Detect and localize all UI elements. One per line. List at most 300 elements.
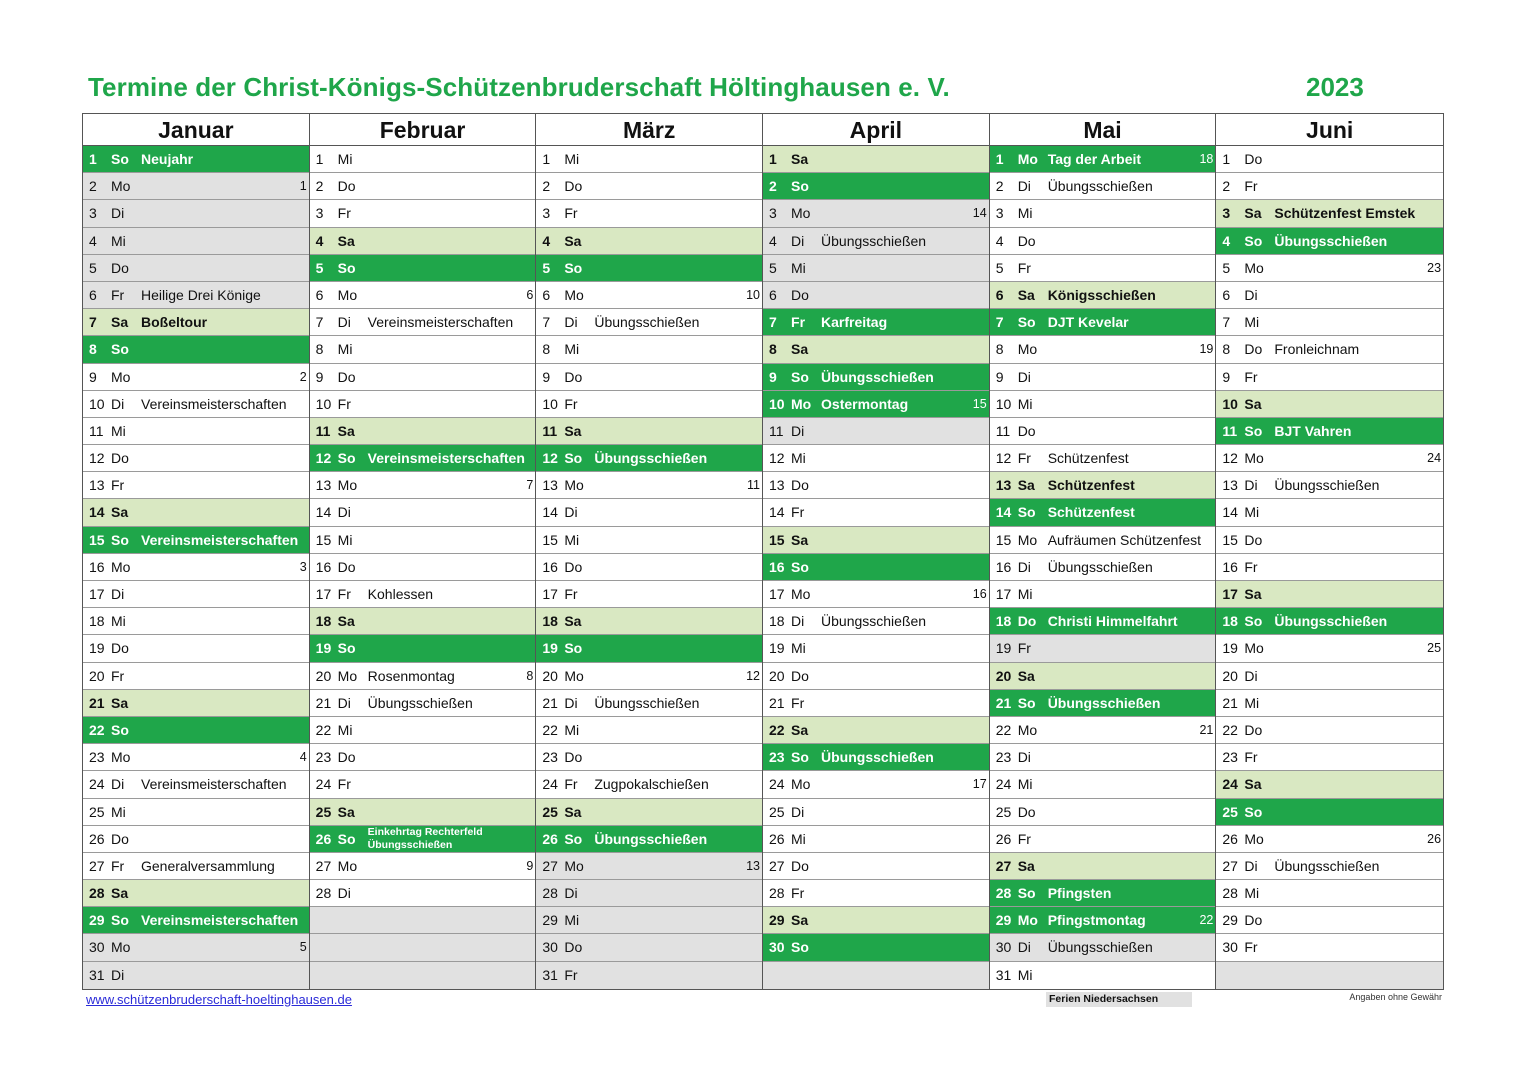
weekday: Do [1244, 531, 1263, 548]
day-row [763, 744, 989, 771]
day-row [536, 962, 762, 989]
weekday: Do [791, 667, 809, 684]
event-label: Übungsschießen [594, 694, 700, 711]
event-label: Pfingstmontag [1047, 912, 1146, 929]
day-number: 10 [1222, 395, 1238, 412]
weekday: Mo [791, 395, 812, 412]
day-row [310, 200, 536, 227]
weekday: Mi [337, 151, 353, 167]
weekday: Mo [791, 776, 811, 793]
week-number: 14 [972, 206, 987, 221]
event-label: Übungsschießen [1047, 694, 1161, 711]
day-number: 8 [89, 341, 97, 358]
day-row [83, 527, 309, 554]
weekday: Mi [791, 450, 806, 467]
weekday: Fr [564, 776, 578, 793]
day-number: 22 [542, 721, 558, 738]
day-row [310, 690, 536, 717]
day-number: 1 [542, 151, 551, 167]
weekday: Sa [111, 504, 129, 521]
day-row [83, 146, 309, 173]
day-number: 6 [89, 286, 97, 303]
day-number: 18 [1222, 613, 1238, 630]
day-row [1216, 364, 1443, 391]
day-number: 20 [769, 667, 785, 684]
day-row [83, 499, 309, 526]
day-number: 30 [769, 939, 785, 956]
day-number: 30 [1222, 939, 1238, 956]
day-row [1216, 418, 1443, 445]
day-number: 22 [1222, 721, 1238, 738]
day-number: 6 [995, 286, 1004, 303]
empty-day-cell [310, 934, 536, 961]
weekday: Mi [337, 721, 353, 738]
day-row [763, 799, 989, 826]
day-number: 25 [1222, 803, 1238, 820]
weekday: Sa [564, 232, 582, 249]
day-row [536, 690, 762, 717]
day-row [1216, 391, 1443, 418]
weekday: Do [564, 368, 583, 385]
day-row [990, 364, 1216, 391]
weekday: Do [564, 178, 583, 195]
weekday: Mo [111, 749, 131, 766]
day-row [1216, 907, 1443, 934]
day-number: 2 [995, 178, 1004, 195]
weekday: Mo [111, 939, 131, 956]
day-row [990, 255, 1216, 282]
weekday: Do [791, 857, 809, 874]
day-number: 17 [89, 586, 105, 602]
weekday: Fr [1244, 939, 1258, 956]
day-row [763, 554, 989, 581]
weekday: Fr [1244, 558, 1258, 575]
weekday: So [337, 259, 356, 276]
weekday: Mi [1017, 395, 1033, 412]
day-number: 19 [315, 640, 332, 657]
weekday: Sa [1244, 205, 1262, 222]
day-row [1216, 771, 1443, 798]
day-row [1216, 826, 1443, 853]
day-row [990, 663, 1216, 690]
day-row [83, 962, 309, 989]
weekday: Fr [1244, 749, 1258, 766]
day-number: 15 [769, 531, 785, 548]
day-number: 3 [315, 205, 324, 222]
day-row [990, 309, 1216, 336]
day-row [990, 608, 1216, 635]
day-row [763, 663, 989, 690]
day-number: 14 [315, 504, 332, 521]
day-number: 9 [89, 368, 97, 385]
weekday: Mi [1244, 314, 1260, 331]
day-row [1216, 200, 1443, 227]
weekday: So [791, 939, 809, 956]
day-row [536, 200, 762, 227]
weekday: Sa [337, 422, 355, 439]
day-row [990, 554, 1216, 581]
day-number: 9 [1222, 368, 1231, 385]
week-number: 5 [299, 940, 307, 955]
day-number: 13 [315, 477, 332, 494]
day-row [536, 635, 762, 662]
week-number: 26 [1427, 831, 1442, 846]
day-row [310, 527, 536, 554]
day-number: 28 [315, 885, 332, 902]
day-row [83, 826, 309, 853]
day-number: 2 [315, 178, 324, 195]
day-row [990, 799, 1216, 826]
day-row [83, 907, 309, 934]
day-row [83, 880, 309, 907]
day-number: 15 [315, 531, 332, 548]
day-number: 25 [315, 803, 332, 820]
website-link[interactable]: www.schützenbruderschaft-hoeltinghausen.de [86, 992, 352, 1007]
day-number: 12 [769, 450, 785, 467]
day-row [310, 880, 536, 907]
day-number: 26 [769, 830, 785, 847]
day-row [83, 445, 309, 472]
day-number: 6 [542, 286, 551, 303]
month-header: Mai [990, 114, 1216, 146]
event-label: Übungsschießen [1047, 939, 1153, 956]
event-label: Übungsschießen [1047, 558, 1153, 575]
weekday: So [791, 368, 809, 385]
day-row [763, 717, 989, 744]
day-number: 12 [89, 450, 105, 467]
day-row [536, 744, 762, 771]
empty-day-cell [310, 907, 536, 934]
day-number: 11 [89, 422, 104, 439]
day-number: 5 [315, 259, 324, 276]
day-row [763, 445, 989, 472]
day-row [990, 173, 1216, 200]
day-number: 24 [89, 776, 105, 793]
day-row [83, 663, 309, 690]
day-number: 21 [1222, 694, 1238, 711]
weekday: Fr [337, 586, 351, 602]
weekday: Do [1244, 912, 1263, 929]
week-number: 6 [526, 287, 534, 302]
day-number: 20 [1222, 667, 1238, 684]
day-row [536, 391, 762, 418]
day-row [83, 771, 309, 798]
day-row [1216, 146, 1443, 173]
day-number: 11 [1222, 422, 1238, 439]
day-row [310, 799, 536, 826]
month-header: Februar [310, 114, 536, 146]
week-number: 4 [299, 750, 307, 765]
weekday: Di [791, 422, 805, 439]
day-number: 13 [542, 477, 558, 494]
event-label: Schützenfest Emstek [1274, 205, 1416, 222]
weekday: Do [791, 477, 809, 494]
day-number: 12 [1222, 450, 1238, 467]
day-number: 25 [542, 803, 558, 820]
day-row [990, 336, 1216, 363]
day-row [536, 853, 762, 880]
day-number: 26 [1222, 830, 1238, 847]
day-number: 18 [89, 613, 105, 630]
event-label: Übungsschießen [594, 450, 708, 467]
day-number: 3 [995, 205, 1004, 222]
day-row [763, 771, 989, 798]
month-column [1216, 114, 1443, 989]
day-number: 8 [315, 341, 324, 358]
day-row [536, 282, 762, 309]
day-number: 4 [315, 232, 324, 249]
weekday: Mi [111, 232, 126, 249]
weekday: So [1017, 885, 1036, 902]
event-label: DJT Kevelar [1047, 314, 1129, 331]
day-row [1216, 499, 1443, 526]
weekday: Di [791, 803, 805, 820]
day-number: 25 [995, 803, 1012, 820]
day-row [763, 934, 989, 961]
weekday: So [791, 558, 809, 575]
day-row [536, 799, 762, 826]
weekday: So [111, 912, 129, 929]
event-label: Pfingsten [1047, 885, 1112, 902]
day-row [763, 228, 989, 255]
day-row [536, 228, 762, 255]
month-column [83, 114, 310, 989]
day-row [310, 472, 536, 499]
day-row [990, 826, 1216, 853]
day-row [1216, 472, 1443, 499]
day-number: 7 [769, 314, 777, 331]
day-number: 14 [89, 504, 105, 521]
event-label: Vereinsmeisterschaften [367, 450, 525, 467]
day-row [990, 499, 1216, 526]
week-number: 12 [746, 668, 761, 683]
weekday: Mi [791, 640, 806, 657]
day-row [990, 472, 1216, 499]
day-number: 6 [769, 286, 777, 303]
weekday: Do [564, 749, 583, 766]
day-row [763, 472, 989, 499]
day-row [310, 853, 536, 880]
day-number: 30 [542, 939, 558, 956]
day-row [310, 717, 536, 744]
day-row [536, 445, 762, 472]
day-number: 20 [89, 667, 105, 684]
day-number: 26 [315, 830, 332, 847]
day-row [1216, 880, 1443, 907]
event-label: Vereinsmeisterschaften [141, 395, 287, 412]
weekday: Fr [337, 395, 351, 412]
event-line: Einkehrtag Rechterfeld [367, 825, 483, 838]
weekday: Mi [564, 721, 580, 738]
weekday: So [1017, 504, 1036, 521]
weekday: Di [564, 694, 578, 711]
day-number: 7 [315, 314, 324, 331]
day-number: 31 [542, 966, 558, 983]
day-number: 8 [1222, 341, 1231, 358]
day-row [310, 228, 536, 255]
day-row [83, 581, 309, 608]
day-number: 8 [542, 341, 551, 358]
weekday: Mi [111, 803, 126, 820]
weekday: Mo [1244, 259, 1264, 276]
weekday: Di [1017, 368, 1031, 385]
day-row [990, 581, 1216, 608]
day-number: 7 [1222, 314, 1231, 331]
day-number: 18 [315, 613, 332, 630]
day-number: 21 [315, 694, 332, 711]
day-number: 7 [542, 314, 551, 331]
day-row [990, 717, 1216, 744]
day-row [536, 146, 762, 173]
day-number: 9 [995, 368, 1004, 385]
day-number: 23 [1222, 749, 1238, 766]
day-number: 2 [542, 178, 551, 195]
weekday: Fr [791, 314, 806, 331]
day-number: 3 [1222, 205, 1231, 222]
day-number: 29 [769, 912, 785, 929]
weekday: Do [1244, 341, 1263, 358]
day-number: 17 [1222, 586, 1238, 602]
day-number: 10 [89, 395, 105, 412]
week-number: 24 [1427, 451, 1442, 466]
weekday: Fr [564, 966, 578, 983]
weekday: Mo [1017, 721, 1038, 738]
day-number: 31 [995, 966, 1012, 983]
event-label: Rosenmontag [367, 667, 455, 684]
event-label: Übungsschießen [594, 830, 708, 847]
day-number: 10 [542, 395, 558, 412]
event-label: Vereinsmeisterschaften [141, 776, 287, 793]
weekday: Mo [337, 477, 358, 494]
day-number: 26 [89, 830, 105, 847]
event-label: Vereinsmeisterschaften [141, 912, 299, 929]
day-number: 16 [315, 558, 332, 575]
weekday: Fr [1017, 259, 1031, 276]
day-number: 4 [89, 232, 97, 249]
day-row [1216, 554, 1443, 581]
weekday: Mo [1017, 531, 1038, 548]
day-number: 3 [542, 205, 551, 222]
weekday: Fr [1017, 450, 1031, 467]
day-number: 28 [89, 885, 105, 902]
weekday: Mo [1244, 450, 1264, 467]
weekday: So [111, 531, 129, 548]
weekday: Fr [111, 667, 125, 684]
day-row [83, 554, 309, 581]
weekday: Sa [111, 694, 129, 711]
day-row [763, 527, 989, 554]
day-number: 8 [769, 341, 777, 358]
day-row [1216, 309, 1443, 336]
week-number: 8 [526, 668, 534, 683]
weekday: So [337, 640, 356, 657]
day-row [83, 364, 309, 391]
day-row [763, 499, 989, 526]
day-row [990, 880, 1216, 907]
day-number: 18 [995, 613, 1012, 630]
day-number: 27 [995, 857, 1012, 874]
day-row [990, 853, 1216, 880]
weekday: Mi [564, 531, 580, 548]
weekday: Di [1244, 667, 1258, 684]
day-row [536, 581, 762, 608]
day-number: 27 [542, 857, 558, 874]
day-row [763, 418, 989, 445]
day-number: 4 [995, 232, 1004, 249]
weekday: So [337, 830, 356, 847]
weekday: Di [791, 613, 805, 630]
day-row [1216, 934, 1443, 961]
day-row [1216, 228, 1443, 255]
day-number: 11 [542, 422, 558, 439]
day-number: 21 [542, 694, 558, 711]
weekday: Do [111, 259, 129, 276]
weekday: Sa [564, 613, 582, 630]
week-number: 18 [1199, 152, 1214, 166]
day-row [83, 336, 309, 363]
weekday: Mo [111, 558, 131, 575]
weekday: So [111, 721, 129, 738]
weekday: Fr [791, 885, 805, 902]
day-row [990, 228, 1216, 255]
week-number: 23 [1427, 260, 1442, 275]
weekday: Mi [1244, 694, 1260, 711]
day-number: 20 [995, 667, 1012, 684]
weekday: So [1244, 803, 1263, 820]
day-row [990, 418, 1216, 445]
day-number: 27 [89, 857, 105, 874]
day-number: 5 [1222, 259, 1231, 276]
week-number: 25 [1427, 641, 1442, 656]
day-number: 22 [89, 721, 105, 738]
weekday: So [791, 749, 809, 766]
event-label: Schützenfest [1047, 477, 1135, 494]
weekday: Do [1017, 422, 1036, 439]
day-row [1216, 527, 1443, 554]
day-row [1216, 336, 1443, 363]
day-number: 13 [995, 477, 1012, 494]
event-label: Übungsschießen [1047, 178, 1153, 195]
day-number: 16 [89, 558, 105, 575]
weekday: Do [337, 749, 356, 766]
event-label: Übungsschießen [821, 613, 927, 630]
weekday: Mi [564, 912, 580, 929]
weekday: So [564, 830, 583, 847]
day-row [310, 635, 536, 662]
day-row [763, 364, 989, 391]
day-number: 10 [769, 395, 785, 412]
day-row [990, 690, 1216, 717]
weekday: Mo [1017, 912, 1038, 929]
day-row [763, 146, 989, 173]
day-row [310, 391, 536, 418]
weekday: Sa [337, 232, 355, 249]
day-number: 24 [769, 776, 785, 793]
event-label: Kohlessen [367, 586, 434, 602]
day-row [536, 826, 762, 853]
weekday: Mo [1017, 151, 1038, 167]
day-number: 12 [542, 450, 558, 467]
day-number: 28 [995, 885, 1012, 902]
day-row [536, 255, 762, 282]
weekday: Sa [564, 422, 582, 439]
day-number: 5 [769, 259, 777, 276]
day-row [536, 527, 762, 554]
day-number: 27 [769, 857, 785, 874]
day-row [990, 146, 1216, 173]
weekday: So [1017, 694, 1036, 711]
day-number: 24 [542, 776, 558, 793]
